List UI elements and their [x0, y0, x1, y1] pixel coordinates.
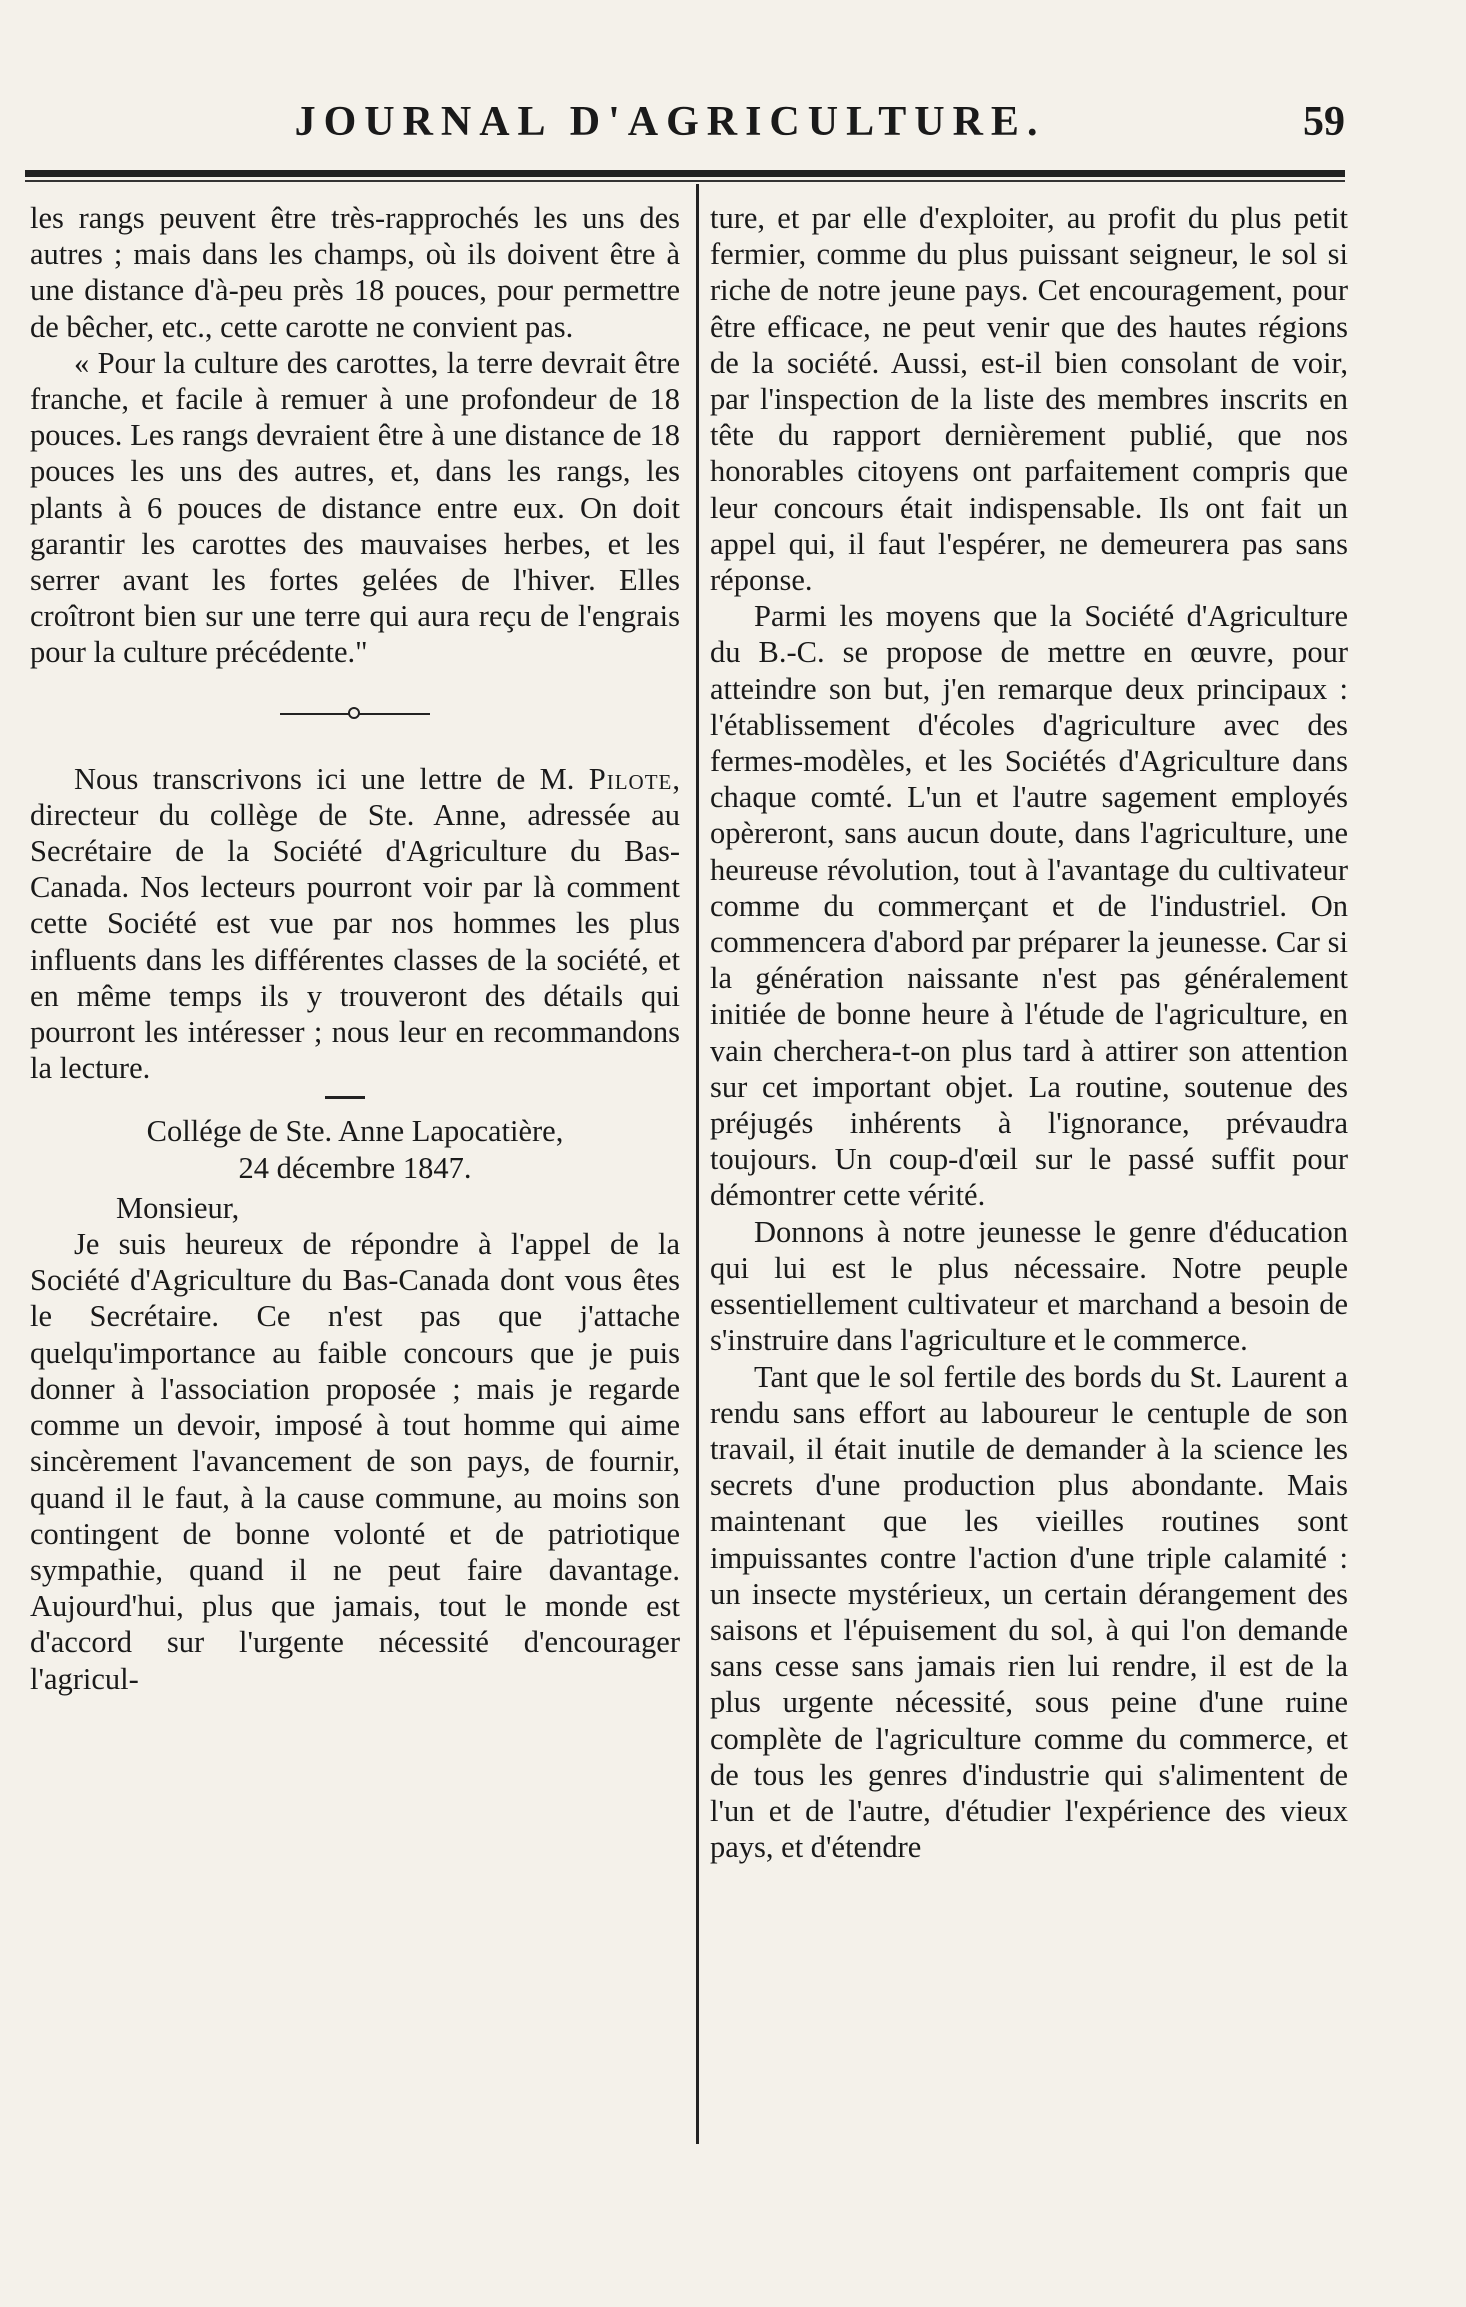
column-divider — [696, 184, 699, 2144]
dateline-place: Collége de Ste. Anne Lapocatière, — [146, 1114, 564, 1149]
separator-circle — [348, 707, 360, 719]
paragraph-carrot-rows: les rangs peuvent être très-rapprochés les uns des autres ; mais dans les champs, où ils doivent être à une distance d'à-peu près 18 pouces, pour permettre de bêcher, etc., cette carotte ne convient pas. — [30, 201, 680, 344]
intro-text-rest: , directeur du collège de Ste. Anne, adressée au Secrétaire de la Société d'Agriculture du Bas-Canada. Nos lecteurs pourront voir par là comment cette Société est vue par nos hommes les plus influents dans les différentes classes de la société, et en même temps ils y trouveront des détails qui pourront les intéresser ; nous leur en recommandons la lecture. — [30, 761, 680, 1086]
header-rule — [25, 170, 1345, 177]
dateline-date: 24 décembre 1847. — [238, 1150, 472, 1185]
letter-paragraph-2: ture, et par elle d'exploiter, au profit du plus petit fermier, comme du plus puissant seigneur, le sol si riche de notre jeune pays. Cet encouragement, pour être efficace, ne peut venir que des hautes régions de la société. Aussi, est-il bien consolant de voir, par l'inspection de la liste des membres inscrits en tête du rapport dernièrement publié, que nos honorables citoyens ont parfaitement compris que leur concours était indispensable. Ils ont fait un appel qui, il faut l'espérer, ne demeurera pas sans réponse. — [710, 201, 1348, 598]
paragraph-carrot-culture: « Pour la culture des carottes, la terre devrait être franche, et facile à remuer à une profondeur de 18 pouces. Les rangs devraient être à une distance de 18 pouces les uns des autres, et, dans les rangs, les plants à 6 pouces de distance entre eux. On doit garantir les carottes des mauvaises herbes, et les serrer avant les fortes gelées de l'hiver. Elles croîtront bien sur une terre qui aura reçu de l'engrais pour la culture précédente." — [30, 345, 680, 670]
letter-paragraph-4: Donnons à notre jeunesse le genre d'éducation qui lui est le plus nécessaire. Notre peuple essentiellement cultivateur et marchand a besoin de s'instruire dans l'agriculture et le commerce. — [710, 1214, 1348, 1358]
page-header — [25, 88, 1345, 148]
header-rule-thin — [25, 180, 1345, 182]
letter-paragraph-5: Tant que le sol fertile des bords du St. Laurent a rendu sans effort au laboureur le centuple de son travail, il était inutile de demander à la science les secrets d'une production plus abondante. Mais maintenant que les vieilles routines sont impuissantes contre l'action d'une triple calamité : un insecte mystérieux, un certain dérangement des saisons et l'épuisement du sol, à qui l'on demande sans cesse sans jamais rien lui rendre, il est de la plus urgente nécessité, sous peine d'une ruine complète de l'agriculture comme du commerce, et de tous les genres d'industrie qui s'alimentent de l'un et de l'autre, d'étudier l'expérience des vieux pays, et d'étendre — [710, 1359, 1348, 1865]
letter-salutation: Monsieur, — [116, 1190, 240, 1225]
right-column — [710, 200, 1348, 1865]
intro-text-start: Nous transcrivons ici une lettre de M. — [74, 761, 575, 796]
author-name: Pilote — [588, 761, 673, 796]
left-column — [30, 200, 680, 1697]
paragraph-introduction — [30, 761, 680, 1087]
letter-paragraph-1: Je suis heureux de répondre à l'appel de la Société d'Agriculture du Bas-Canada dont vous êtes le Secrétaire. Ce n'est pas que j'attache quelqu'importance au faible concours que je puis donner à l'association proposée ; mais je regarde comme un devoir, imposé à tout homme qui aime sincèrement l'avancement de son pays, de fournir, quand il le faut, à la cause commune, au moins son contingent de bonne volonté et de patriotique sympathie, quand il ne peut faire davantage. Aujourd'hui, plus que jamais, tout le monde est d'accord sur l'urgente nécessité d'encourager l'agricul- — [30, 1227, 680, 1696]
short-rule — [325, 1096, 365, 1099]
letter-paragraph-3: Parmi les moyens que la Société d'Agriculture du B.-C. se propose de mettre en œuvre, pour atteindre son but, j'en remarque deux principaux : l'établissement d'écoles d'agriculture avec des fermes-modèles, et les Sociétés d'Agriculture dans chaque comté. L'un et l'autre sagement employés opèreront, sans aucun doute, dans l'agriculture, une heureuse révolution, tout à l'avantage du cultivateur comme du commerçant et de l'industriel. On commencera d'abord par préparer la jeunesse. Car si la génération naissante n'est pas généralement initiée de bonne heure à l'étude de l'agriculture, en vain cherchera-t-on plus tard à attirer son attention sur cet important objet. La routine, soutenue des préjugés inhérents à l'ignorance, prévaudra toujours. Un coup-d'œil sur le passé suffit pour démontrer cette vérité. — [710, 599, 1348, 1213]
journal-title: JOURNAL D'AGRICULTURE. — [294, 99, 1046, 145]
page-number: 59 — [1303, 99, 1345, 145]
section-separator — [280, 703, 430, 723]
